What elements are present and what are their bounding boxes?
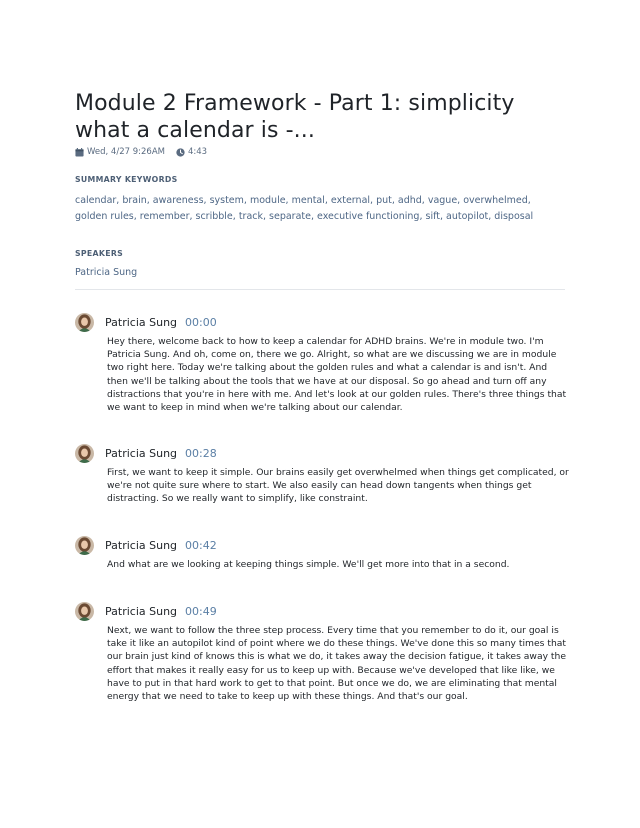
duration-text: 4:43 (187, 147, 208, 157)
transcript-turn (75, 535, 569, 571)
timestamp-link[interactable]: 00:00 (185, 315, 217, 329)
section-divider (75, 289, 565, 290)
date-text: Wed, 4/27 9:26AM (87, 147, 165, 157)
duration-meta (176, 147, 207, 157)
date-meta (75, 147, 165, 157)
turn-header (75, 601, 569, 621)
turn-text: Next, we want to follow the three step process. Every time that you remember to do it, our goal is take it like an autopilot kind of point where we do these things. We've done this so many times that our brain just kind of knows this is what we do, it takes away the decision fatigue, it takes away the effort that makes it really easy for us to keep up with. Because we've developed that like like, we have to put in that hard work to get to that point. But once we do, we are eliminating that mental energy that we need to take to keep up with these things. And that's our goal. (107, 625, 567, 703)
clock-icon (176, 148, 185, 157)
meta-row (75, 147, 565, 157)
speaker-avatar (75, 602, 94, 621)
speaker-avatar (75, 313, 94, 332)
transcript-turn (75, 312, 569, 414)
timestamp-link[interactable]: 00:28 (185, 446, 217, 460)
turn-header (75, 443, 569, 463)
document-title: Module 2 Framework - Part 1: simplicity what a calendar is -... (75, 91, 515, 143)
speaker-name: Patricia Sung (105, 315, 178, 329)
timestamp-link[interactable]: 00:49 (185, 604, 217, 618)
summary-keywords: calendar, brain, awareness, system, module, mental, external, put, adhd, vague, overwhelmed, golden rules, remember, scribble, track, separate, executive functioning, sift, autopilot, disposal (75, 195, 534, 222)
calendar-icon (75, 148, 84, 157)
timestamp-link[interactable]: 00:42 (185, 538, 217, 552)
speaker-list-item: Patricia Sung (75, 267, 138, 278)
speaker-avatar (75, 536, 94, 555)
header-block (75, 90, 565, 290)
summary-keywords-label: SUMMARY KEYWORDS (75, 175, 178, 184)
turn-header (75, 535, 569, 555)
speaker-name: Patricia Sung (105, 604, 178, 618)
speaker-name: Patricia Sung (105, 538, 178, 552)
speakers-label: SPEAKERS (75, 249, 124, 258)
speaker-avatar (75, 444, 94, 463)
turn-text: First, we want to keep it simple. Our brains easily get overwhelmed when things get complicated, or we're not quite sure where to start. We also easily can head down tangents when things get distracting. So we really want to simplify, like constraint. (107, 467, 569, 505)
turn-header (75, 312, 569, 332)
turn-text: Hey there, welcome back to how to keep a calendar for ADHD brains. We're in module two. I'm Patricia Sung. And oh, come on, there we go. Alright, so what are we discussing we are in module two right here. Today we're talking about the golden rules and what a calendar is and isn't. And then we'll be talking about the tools that we have at our disposal. So go ahead and turn off any distractions that you're in here with me. And let's look at our golden rules. There's three things that we want to keep in mind when we're talking about our calendar. (107, 336, 567, 414)
speaker-name: Patricia Sung (105, 446, 178, 460)
turn-text: And what are we looking at keeping things simple. We'll get more into that in a second. (107, 559, 510, 570)
transcript-turn (75, 601, 569, 703)
transcript-turn (75, 443, 569, 506)
